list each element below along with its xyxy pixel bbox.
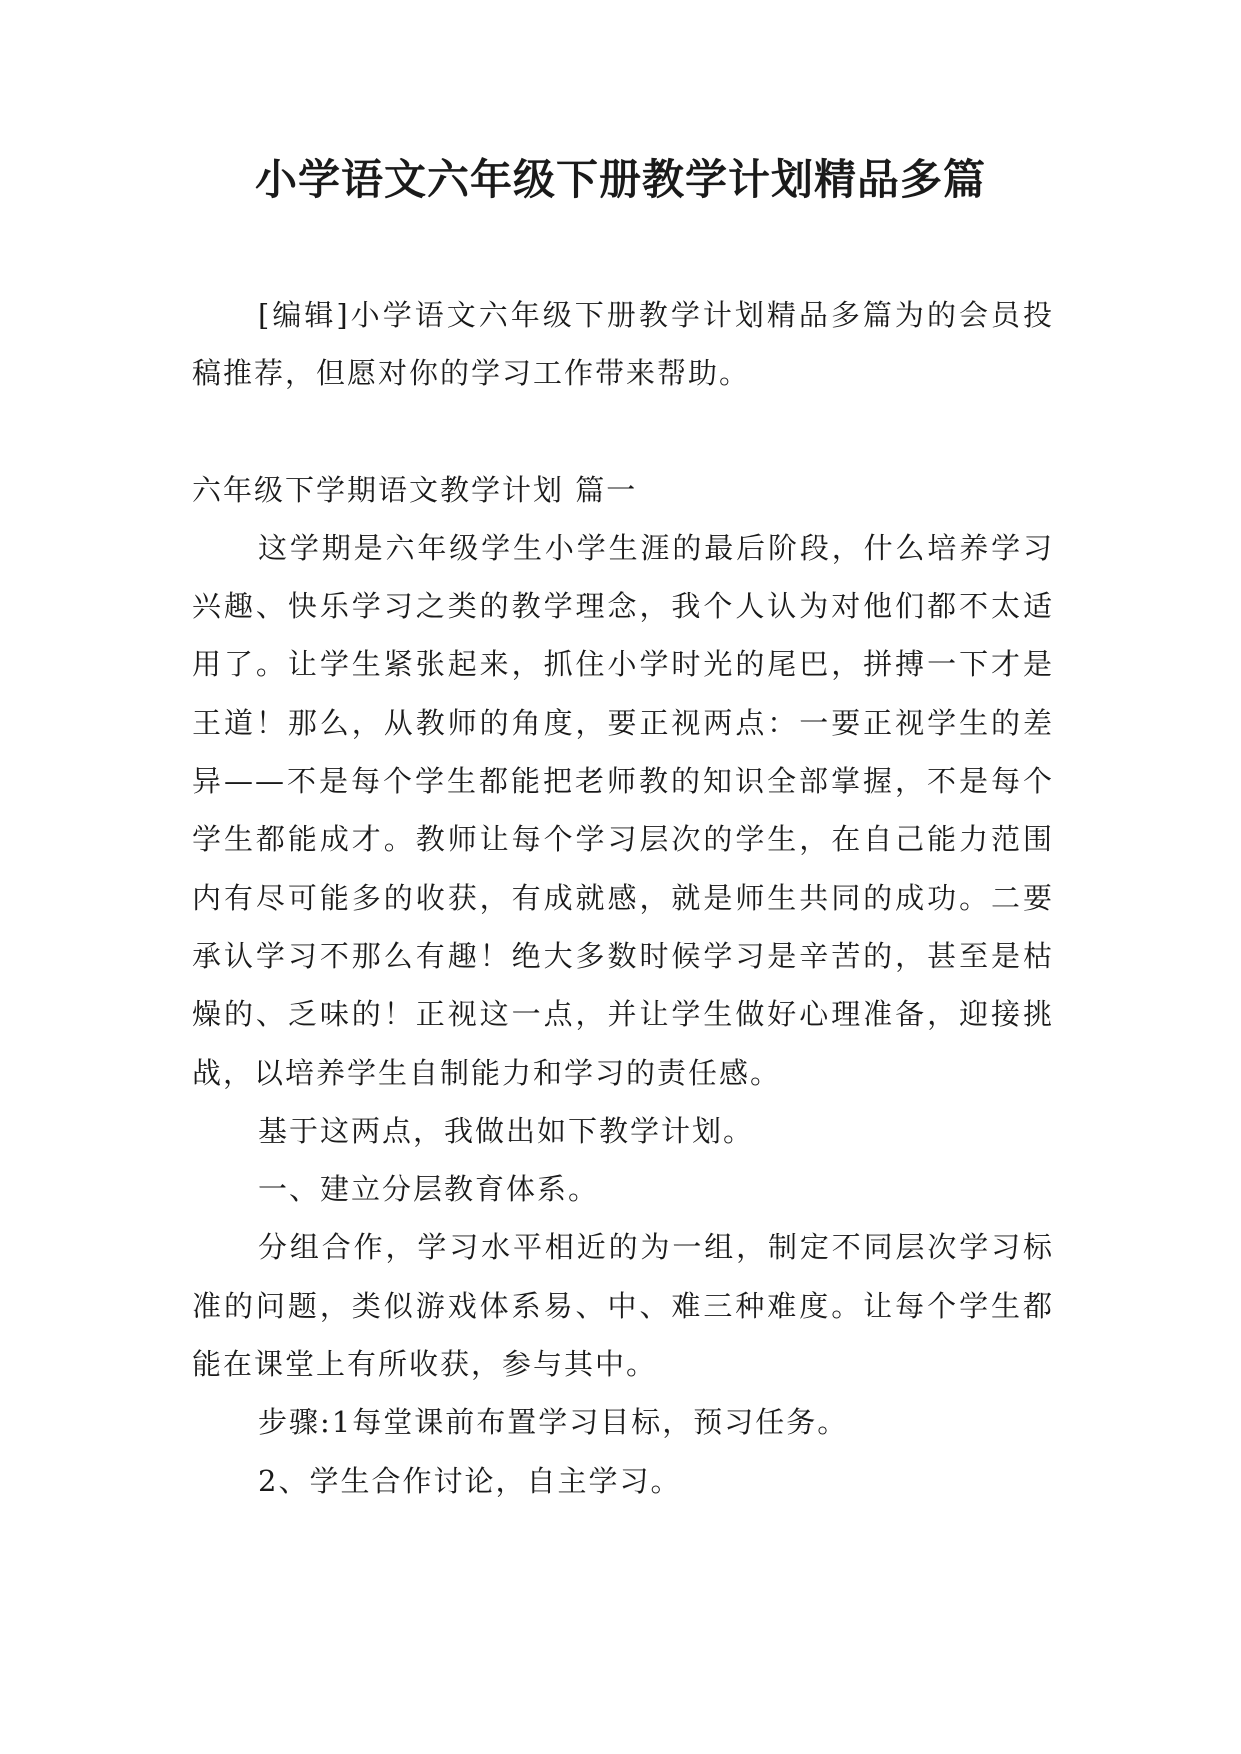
body-paragraph: 分组合作，学习水平相近的为一组，制定不同层次学习标准的问题，类似游戏体系易、中、难三种难度。让每个学生都能在课堂上有所收获，参与其中。 <box>192 1230 1054 1382</box>
intro-paragraph: [编辑]小学语文六年级下册教学计划精品多篇为的会员投稿推荐，但愿对你的学习工作带来帮助。 <box>192 298 1054 391</box>
spacer <box>192 403 1054 461</box>
list-heading: 一、建立分层教育体系。 <box>258 1172 600 1207</box>
document-title: 小学语文六年级下册教学计划精品多篇 <box>254 155 986 204</box>
body-paragraph: 基于这两点，我做出如下教学计划。 <box>258 1113 755 1148</box>
section-heading: 六年级下学期语文教学计划 篇一 <box>192 472 638 507</box>
body-paragraph: 这学期是六年级学生小学生涯的最后阶段，什么培养学习兴趣、快乐学习之类的教学理念，我个人认为对他们都不太适用了。让学生紧张起来，抓住小学时光的尾巴，拼搏一下才是王道！那么，从教师的角度，要正视两点：一要正视学生的差异——不是每个学生都能把老师教的知识全部掌握，不是每个学生都能成才。教师让每个学习层次的学生，在自己能力范围内有尽可能多的收获，有成就感，就是师生共同的成功。二要承认学习不那么有趣！绝大多数时候学习是辛苦的，甚至是枯燥的、乏味的！正视这一点，并让学生做好心理准备，迎接挑战，以培养学生自制能力和学习的责任感。 <box>192 530 1054 1090</box>
step-item: 2、学生合作讨论，自主学习。 <box>258 1463 682 1498</box>
step-item: 步骤:1每堂课前布置学习目标，预习任务。 <box>258 1405 849 1440</box>
document-body <box>192 286 1054 1510</box>
